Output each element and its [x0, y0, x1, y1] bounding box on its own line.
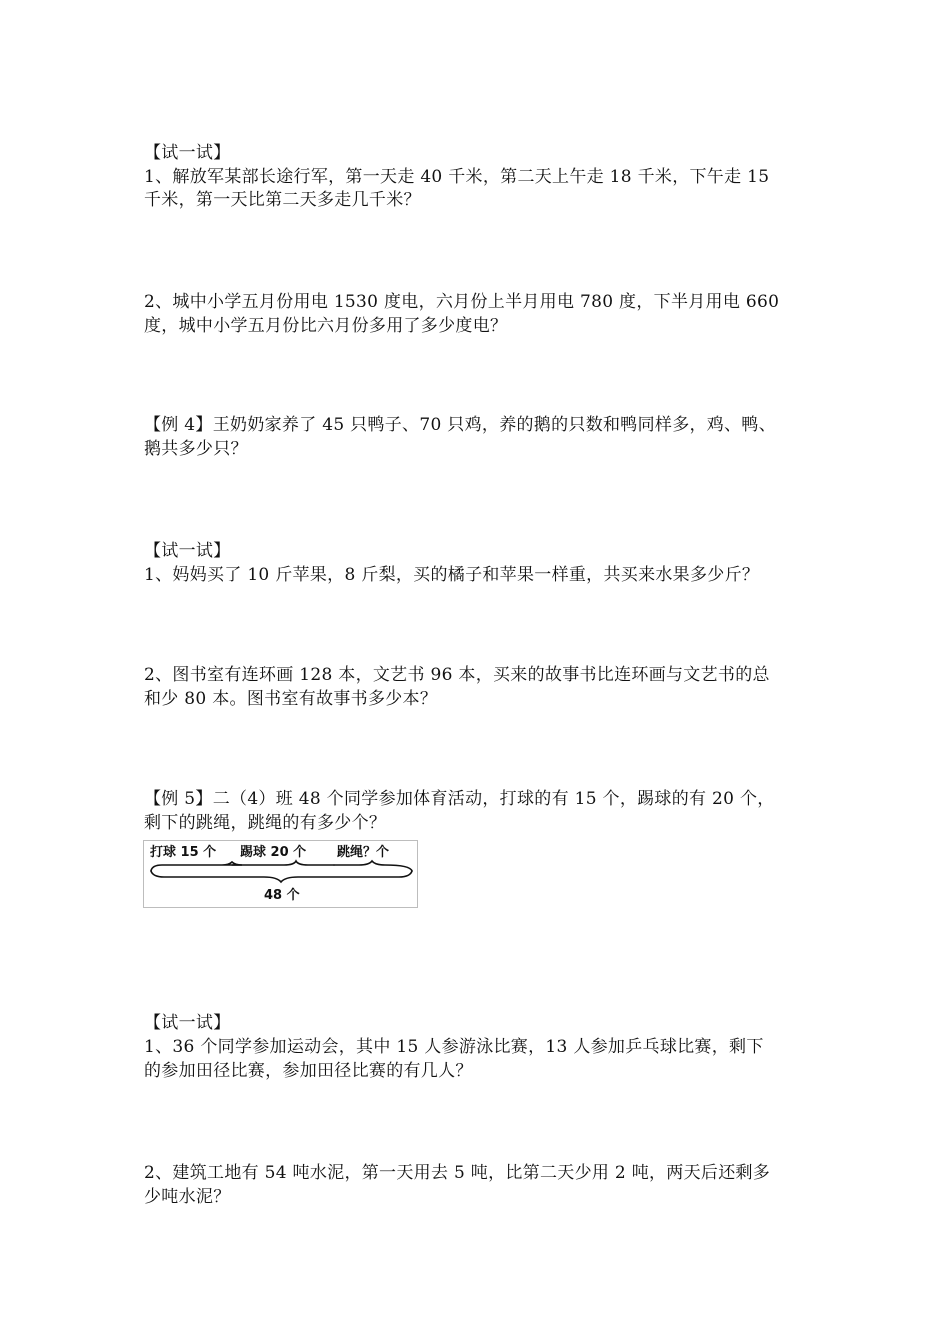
brace-kick — [232, 861, 334, 865]
practice-3-question-1-line-2: 的参加田径比赛，参加田径比赛的有几人？ — [144, 1061, 473, 1081]
line-segment-diagram — [143, 840, 418, 908]
example-4-line-2: 鹅共多少只？ — [144, 439, 248, 459]
brace-ball — [151, 862, 242, 871]
diagram-label-total: 48 个 — [264, 888, 300, 903]
practice-1-question-2-line-1: 2、城中小学五月份用电 1530 度电，六月份上半月用电 780 度，下半月用电 660 — [144, 292, 780, 312]
practice-1-question-2-line-2: 度，城中小学五月份比六月份多用了多少度电？ — [144, 316, 508, 336]
practice-1-question-1-line-2: 千米，第一天比第二天多走几千米？ — [144, 190, 421, 210]
practice-heading-3: 【试一试】 — [144, 1013, 231, 1033]
practice-2-question-2-line-1: 2、图书室有连环画 128 本，文艺书 96 本，买来的故事书比连环画与文艺书的总 — [144, 665, 770, 685]
example-5-line-2: 剩下的跳绳，跳绳的有多少个？ — [144, 813, 387, 833]
brace-rope — [334, 861, 412, 871]
total-bracket — [151, 871, 412, 882]
practice-1-question-1-line-1: 1、解放军某部长途行军，第一天走 40 千米，第二天上午走 18 千米，下午走 15 — [144, 167, 770, 187]
example-5-line-1: 【例 5】二（4）班 48 个同学参加体育活动，打球的有 15 个，踢球的有 20 个， — [144, 789, 775, 809]
practice-3-question-2-line-2: 少吨水泥？ — [144, 1187, 231, 1207]
practice-2-question-1-line-1: 1、妈妈买了 10 斤苹果，8 斤梨，买的橘子和苹果一样重，共买来水果多少斤？ — [144, 565, 760, 585]
practice-2-question-2-line-2: 和少 80 本。图书室有故事书多少本？ — [144, 689, 438, 709]
diagram-label-rope: 跳绳？个 — [337, 845, 390, 860]
example-4-line-1: 【例 4】王奶奶家养了 45 只鸭子、70 只鸡，养的鹅的只数和鸭同样多，鸡、鸭、 — [144, 415, 776, 435]
practice-heading-2: 【试一试】 — [144, 541, 231, 561]
practice-3-question-2-line-1: 2、建筑工地有 54 吨水泥，第一天用去 5 吨，比第二天少用 2 吨，两天后还剩多 — [144, 1163, 771, 1183]
practice-3-question-1-line-1: 1、36 个同学参加运动会，其中 15 人参游泳比赛，13 人参加乒乓球比赛，剩下 — [144, 1037, 764, 1057]
diagram-label-kick: 踢球 20 个 — [240, 845, 307, 860]
diagram-label-ball: 打球 15 个 — [150, 845, 217, 860]
practice-heading-1: 【试一试】 — [144, 143, 231, 163]
